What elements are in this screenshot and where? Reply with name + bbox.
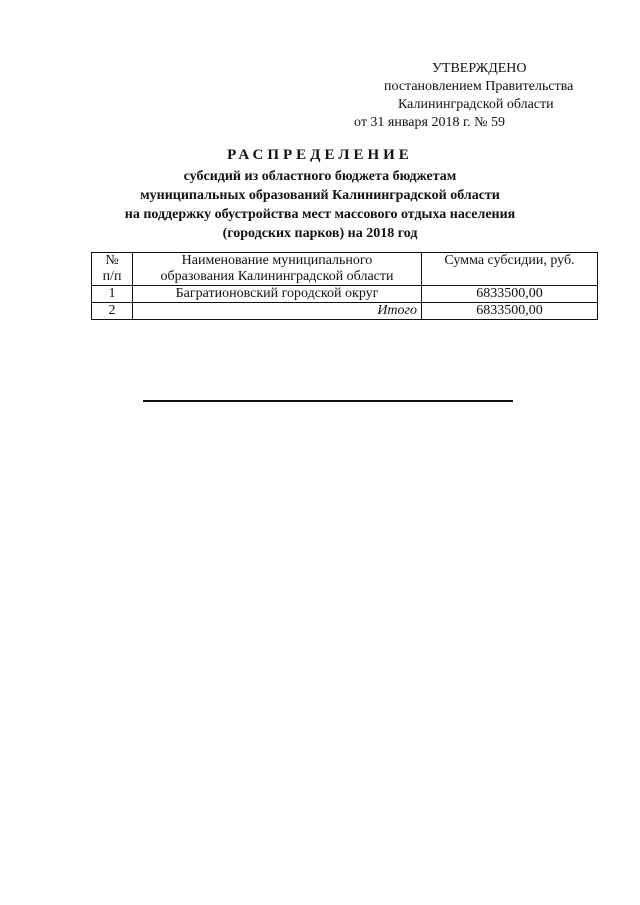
document-heading [40,146,600,243]
row-total-label: Итого [133,303,422,320]
row-subsidy-sum: 6833500,00 [422,286,598,303]
approval-line-3: от 31 января 2018 г. № 59 [354,115,505,130]
header-subsidy-sum: Сумма субсидии, руб. [422,253,598,286]
heading-line-3: на поддержку обустройства мест массового отдыха населения [124,207,516,222]
row-number: 2 [92,303,133,320]
header-municipality [133,253,422,286]
approval-line-2: Калининградской области [398,97,554,112]
header-municipality-line-1: Наименование муниципального [181,253,373,268]
row-total-sum: 6833500,00 [422,303,598,320]
approval-stamp [340,60,600,132]
subsidy-table [91,252,598,320]
heading-line-1: субсидий из областного бюджета бюджетам [183,169,457,184]
approval-line-1: постановлением Правительства [384,79,574,94]
heading-line-4: (городских парков) на 2018 год [222,226,418,241]
header-number-line-2: п/п [102,269,122,284]
document-title: РАСПРЕДЕЛЕНИЕ [227,147,413,163]
header-number [92,253,133,286]
row-municipality: Багратионовский городской округ [133,286,422,303]
row-number: 1 [92,286,133,303]
closing-rule [143,400,513,402]
header-municipality-line-2: образования Калининградской области [160,269,394,284]
table-header-row [92,253,598,286]
table-row [92,286,598,303]
approval-title: УТВЕРЖДЕНО [432,61,527,76]
heading-line-2: муниципальных образований Калининградской области [140,188,500,203]
header-number-line-1: № [105,253,119,268]
table-row-total [92,303,598,320]
